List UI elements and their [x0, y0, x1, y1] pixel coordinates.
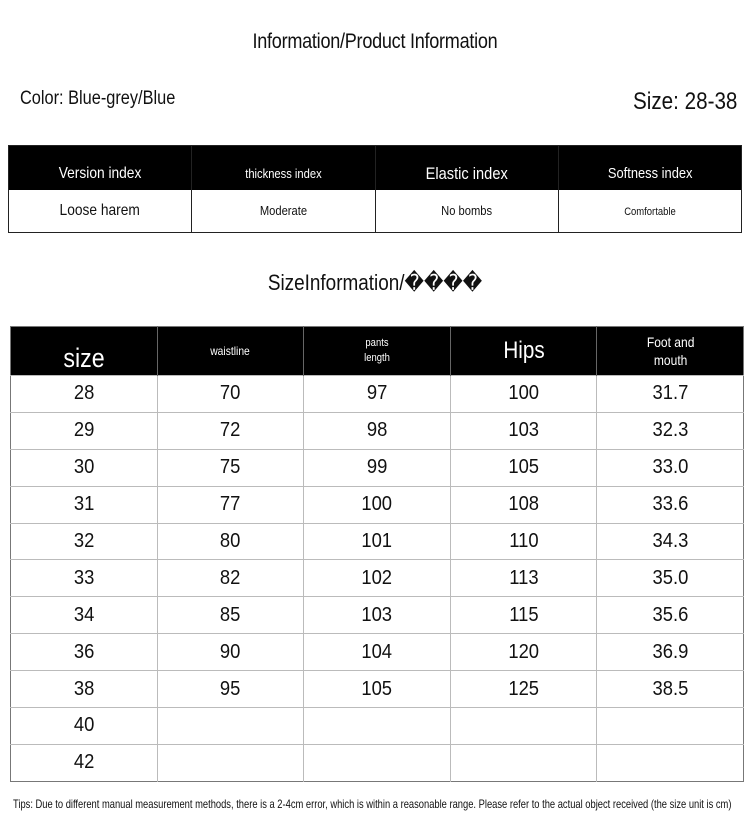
table-cell: 40 [11, 708, 158, 745]
index-header-row [9, 146, 742, 190]
table-row [11, 744, 744, 781]
table-cell: 31.7 [597, 376, 744, 413]
table-cell: 104 [304, 634, 451, 671]
header-foot-and-mouth: Foot and mouth [597, 327, 744, 376]
index-value-row [9, 190, 742, 233]
table-cell: 38 [11, 671, 158, 708]
table-cell: 42 [11, 744, 158, 781]
table-cell: 33.6 [597, 486, 744, 523]
table-cell: 101 [304, 523, 451, 560]
header-pants-length: pants length [304, 327, 451, 376]
index-header-cell: Elastic index [375, 146, 558, 190]
table-cell: 113 [450, 560, 597, 597]
table-row [11, 597, 744, 634]
table-cell: 105 [450, 449, 597, 486]
table-cell: 35.0 [597, 560, 744, 597]
table-cell: 99 [304, 449, 451, 486]
table-row [11, 412, 744, 449]
table-cell: 103 [450, 412, 597, 449]
index-table [8, 145, 742, 233]
table-cell: 32 [11, 523, 158, 560]
table-cell [157, 708, 304, 745]
table-cell [450, 744, 597, 781]
index-header-cell: Softness index [558, 146, 741, 190]
table-cell: 30 [11, 449, 158, 486]
table-cell: 77 [157, 486, 304, 523]
table-cell: 34.3 [597, 523, 744, 560]
table-row [11, 523, 744, 560]
table-cell [157, 744, 304, 781]
index-header-cell: Version index [9, 146, 192, 190]
table-cell: 108 [450, 486, 597, 523]
table-cell: 115 [450, 597, 597, 634]
table-cell: 103 [304, 597, 451, 634]
table-cell: 31 [11, 486, 158, 523]
header-waistline: waistline [157, 327, 304, 376]
table-row [11, 708, 744, 745]
table-cell: 125 [450, 671, 597, 708]
table-cell [304, 744, 451, 781]
table-row [11, 634, 744, 671]
table-cell: 80 [157, 523, 304, 560]
table-cell: 70 [157, 376, 304, 413]
table-cell [597, 708, 744, 745]
table-row [11, 449, 744, 486]
table-cell: 100 [450, 376, 597, 413]
table-cell: 33.0 [597, 449, 744, 486]
table-cell: 35.6 [597, 597, 744, 634]
table-cell: 72 [157, 412, 304, 449]
header-size: size [11, 327, 158, 376]
table-cell: 34 [11, 597, 158, 634]
size-table-body [11, 376, 744, 782]
table-cell: 90 [157, 634, 304, 671]
table-cell: 28 [11, 376, 158, 413]
tips-note: Tips: Due to different manual measurement methods, there is a 2-4cm error, which is within a reasonable range. Please refer to the actual object received (the size unit is cm) [13, 797, 732, 811]
index-value-cell: Comfortable [558, 190, 741, 233]
table-cell: 29 [11, 412, 158, 449]
table-cell: 38.5 [597, 671, 744, 708]
table-cell [450, 708, 597, 745]
size-table [10, 326, 744, 782]
table-cell: 102 [304, 560, 451, 597]
table-cell: 75 [157, 449, 304, 486]
table-cell: 85 [157, 597, 304, 634]
page-title: Information/Product Information [252, 30, 498, 53]
table-cell: 95 [157, 671, 304, 708]
table-cell: 82 [157, 560, 304, 597]
table-cell [304, 708, 451, 745]
index-header-cell: thickness index [192, 146, 375, 190]
index-value-cell: Loose harem [9, 190, 192, 233]
table-cell: 120 [450, 634, 597, 671]
table-cell: 36 [11, 634, 158, 671]
table-cell: 100 [304, 486, 451, 523]
table-cell: 110 [450, 523, 597, 560]
index-value-cell: Moderate [192, 190, 375, 233]
table-cell: 32.3 [597, 412, 744, 449]
color-label: Color: Blue-grey/Blue [20, 88, 176, 109]
table-cell: 98 [304, 412, 451, 449]
index-value-cell: No bombs [375, 190, 558, 233]
table-cell: 97 [304, 376, 451, 413]
table-row [11, 376, 744, 413]
table-cell: 33 [11, 560, 158, 597]
table-cell: 105 [304, 671, 451, 708]
header-hips: Hips [450, 327, 597, 376]
table-row [11, 671, 744, 708]
table-cell: 36.9 [597, 634, 744, 671]
size-information-title: SizeInformation/���� [267, 270, 483, 295]
table-row [11, 486, 744, 523]
size-table-header-row [11, 327, 744, 376]
size-range-label: Size: 28-38 [632, 88, 737, 115]
table-row [11, 560, 744, 597]
table-cell [597, 744, 744, 781]
